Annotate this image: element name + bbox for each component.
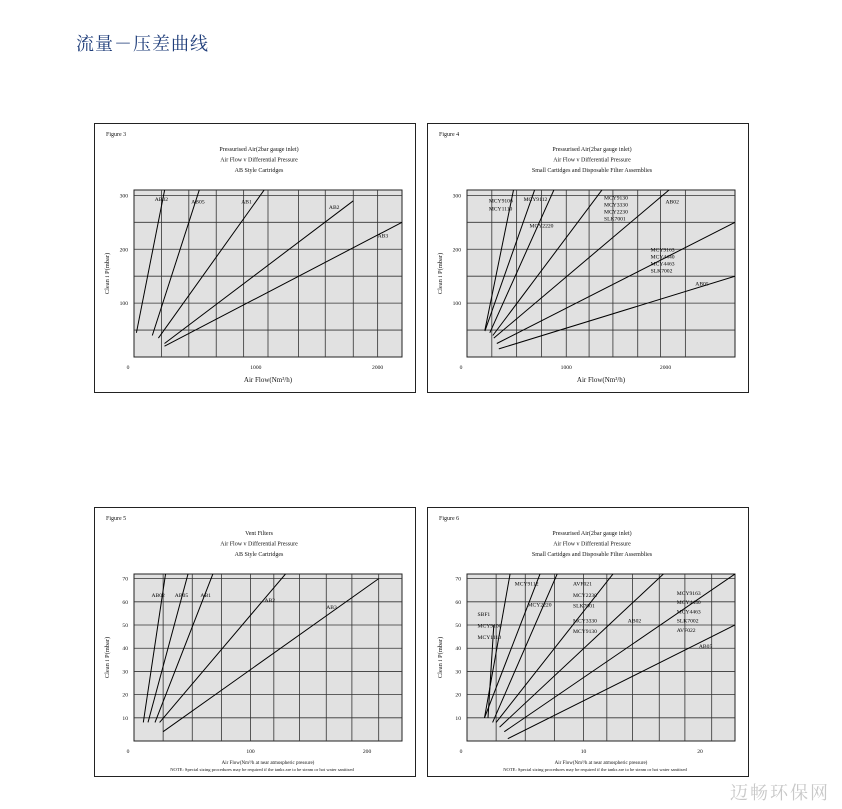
chart-title-line: Air Flow v Differential Pressure: [220, 541, 298, 548]
series-label: SLK7001: [603, 216, 626, 223]
chart-title-line: Pressurised Air(2bar gauge inlet): [219, 147, 299, 153]
watermark: 迈畅环保网: [730, 783, 830, 804]
chart-title-line: Air Flow v Differential Pressure: [553, 157, 631, 164]
series-label: SLK7002: [676, 618, 699, 625]
y-tick-label: 30: [455, 669, 461, 676]
y-tick-label: 20: [455, 692, 461, 699]
chart-title-line: AB Style Cartridges: [234, 552, 284, 558]
series-label: MCY4463: [676, 609, 701, 616]
y-tick-label: 40: [122, 646, 128, 653]
chart-title-line: Pressurised Air(2bar gauge inlet): [552, 531, 632, 537]
series-label: AB02: [154, 196, 169, 203]
y-tick-label: 10: [455, 715, 461, 722]
series-label: AB1: [200, 593, 211, 600]
y-tick-label: 40: [455, 646, 461, 653]
series-label: AB05: [698, 644, 713, 651]
y-tick-label: 100: [119, 301, 128, 308]
y-tick-label: 10: [122, 715, 128, 722]
series-label: AB3: [377, 233, 389, 240]
plot-area: [467, 574, 735, 741]
series-label: MCY4440: [650, 254, 675, 261]
series-label: MCY9112: [514, 581, 539, 588]
x-axis-note: NOTE: Special sizing procedures may be required if the tanks are to be steam or hot water sanitised: [170, 767, 354, 772]
y-tick-label: 60: [455, 599, 461, 606]
series-label: MCY9163: [650, 247, 675, 254]
y-tick-label: 70: [455, 576, 461, 583]
page-title: 流量－压差曲线: [76, 34, 209, 55]
series-label: AB05: [174, 593, 189, 600]
y-axis-label: Clean i P(mbar): [437, 252, 444, 295]
series-label: SLK7001: [573, 603, 595, 610]
y-tick-label: 70: [122, 576, 128, 583]
x-tick-label: 0: [459, 749, 463, 755]
chart-svg: [95, 124, 415, 392]
series-label: MCY9106: [488, 198, 513, 205]
series-label: AB05: [191, 199, 205, 206]
x-tick-label: 1000: [250, 365, 262, 371]
plot-area: [467, 190, 735, 357]
x-axis-label: Air Flow(Nm³/h at near atmospheric pressure): [554, 761, 648, 766]
x-axis-label: Air Flow(Nm³/h): [576, 376, 626, 384]
series-label: MCY3330: [573, 618, 597, 625]
x-tick-label: 10: [580, 749, 587, 755]
series-label: MCY9163: [676, 590, 701, 597]
x-tick-label: 0: [459, 365, 463, 371]
y-tick-label: 300: [452, 193, 461, 200]
series-label: MCY2220: [529, 223, 554, 230]
x-axis-label: Air Flow(Nm³/h): [243, 376, 293, 384]
series-label: AB2: [328, 204, 340, 211]
series-label: AB3: [326, 604, 337, 611]
figure-label: Figure 4: [439, 132, 460, 138]
y-tick-label: 200: [452, 247, 461, 254]
x-tick-label: 0: [126, 749, 130, 755]
series-label: MCY2230: [573, 593, 597, 600]
y-tick-label: 20: [122, 692, 128, 699]
chart-title-line: Vent Filters: [245, 531, 273, 537]
series-label: SLK7002: [650, 268, 673, 275]
y-axis-label: Clean i P(mbar): [104, 636, 111, 679]
y-tick-label: 60: [122, 599, 128, 606]
y-tick-label: 50: [122, 623, 128, 630]
chart-title-line: AB Style Cartridges: [234, 168, 284, 174]
y-tick-label: 200: [119, 247, 128, 254]
y-axis-label: Clean i P(mbar): [104, 252, 111, 295]
series-label: SBF1: [477, 611, 491, 618]
y-tick-label: 100: [452, 301, 461, 308]
chart-title-line: Pressurised Air(2bar gauge inlet): [552, 147, 632, 153]
series-label: MCY2220: [527, 602, 552, 609]
series-label: AB05: [695, 281, 709, 288]
x-tick-label: 100: [246, 749, 255, 755]
y-tick-label: 300: [119, 193, 128, 200]
x-tick-label: 200: [362, 749, 372, 755]
chart-svg: [428, 508, 748, 776]
series-label: MCY9112: [523, 196, 548, 203]
x-tick-label: 1000: [560, 365, 572, 371]
chart-title-line: Air Flow v Differential Pressure: [553, 541, 631, 548]
series-label: MCY1110: [477, 634, 502, 641]
series-label: MCY3330: [603, 202, 628, 209]
chart-title-line: Air Flow v Differential Pressure: [220, 157, 298, 164]
figure-3-chart: [94, 123, 416, 393]
series-label: MCY4463: [650, 261, 675, 268]
y-tick-label: 50: [455, 623, 461, 630]
figure-label: Figure 3: [106, 132, 127, 138]
series-label: MCY2230: [603, 209, 628, 216]
figure-6-chart: [427, 507, 749, 777]
x-tick-label: 2000: [372, 365, 384, 371]
y-tick-label: 30: [122, 669, 128, 676]
series-label: MCY4440: [676, 600, 701, 607]
series-label: MCY1110: [488, 206, 513, 213]
series-label: AVF021: [573, 581, 592, 588]
x-tick-label: 2000: [659, 365, 672, 371]
series-label: MCY9130: [573, 629, 597, 636]
chart-svg: [95, 508, 415, 776]
chart-title-line: Small Cartidges and Disposable Filter Assemblies: [531, 552, 653, 558]
x-tick-label: 20: [697, 749, 703, 755]
y-axis-label: Clean i P(mbar): [437, 636, 444, 679]
figure-label: Figure 5: [106, 516, 127, 522]
series-label: AB2: [264, 597, 276, 604]
figure-4-chart: [427, 123, 749, 393]
series-label: MCY9130: [603, 195, 628, 202]
chart-title-line: Small Cartidges and Disposable Filter Assemblies: [531, 168, 653, 174]
chart-svg: [428, 124, 748, 392]
figure-5-chart: [94, 507, 416, 777]
x-axis-note: NOTE: Special sizing procedures may be required if the tanks are to be steam or hot water sanitised: [503, 767, 687, 772]
series-label: AVF022: [676, 627, 696, 634]
x-axis-label: Air Flow(Nm³/h at near atmospheric pressure): [221, 761, 315, 766]
series-label: AB02: [627, 618, 642, 625]
figure-label: Figure 6: [439, 516, 460, 522]
series-label: MCY9106: [477, 623, 502, 630]
series-label: AB1: [241, 199, 252, 206]
series-label: AB02: [151, 593, 165, 600]
series-label: AB02: [665, 199, 679, 206]
x-tick-label: 0: [126, 365, 130, 371]
